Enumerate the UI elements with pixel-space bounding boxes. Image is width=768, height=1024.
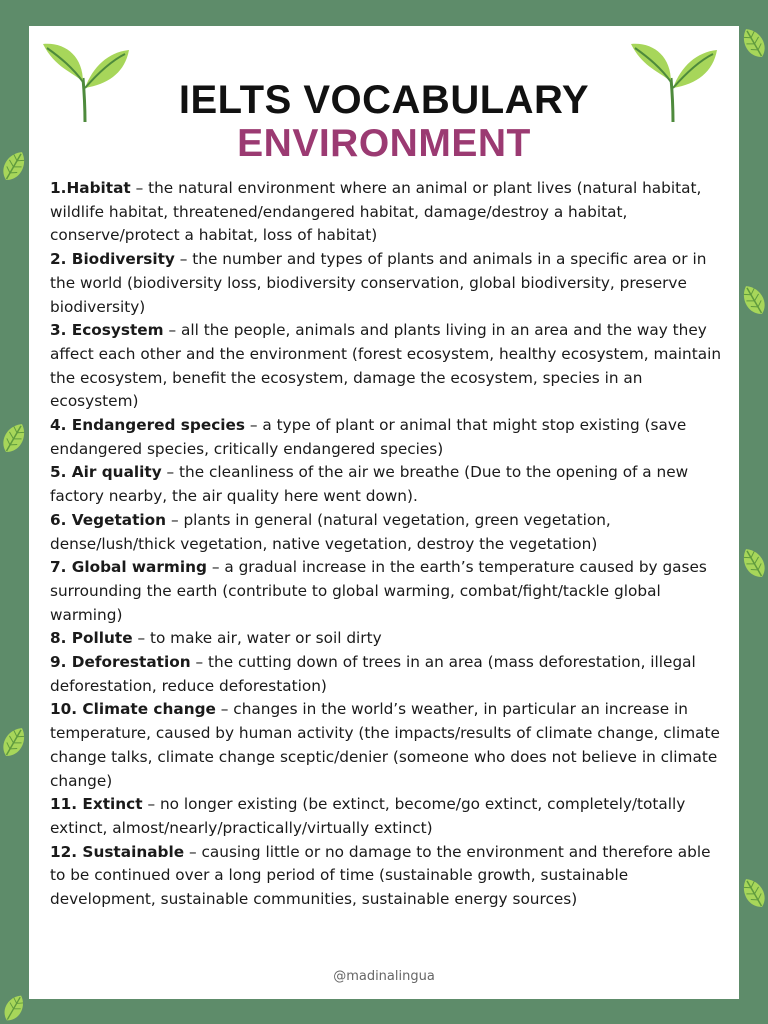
vocab-entry	[50, 414, 722, 461]
vocab-term: 6. Vegetation	[50, 510, 167, 529]
leaf-icon	[0, 148, 28, 184]
vocab-entry	[50, 698, 722, 793]
vocabulary-card	[29, 26, 739, 999]
vocab-definition: – no longer existing (be extinct, become/go extinct, completely/totally extinct, almost/nearly/practically/virtually extinct)	[50, 795, 686, 837]
vocab-term: 5. Air quality	[50, 463, 162, 482]
vocab-term: 9. Deforestation	[50, 653, 191, 672]
vocab-term: 10. Climate change	[50, 700, 216, 719]
vocab-definition: – all the people, animals and plants living in an area and the way they affect each other and the environment (forest ecosystem, healthy ecosystem, maintain the ecosystem, benefit the ecosystem, damage the ecosystem, species in an ecosystem)	[50, 321, 722, 411]
vocab-definition: – causing little or no damage to the environment and therefore able to be continued over a long period of time (sustainable growth, sustainable development, sustainable communities, sustainable energy sources)	[50, 842, 711, 909]
vocab-term: 2. Biodiversity	[50, 250, 175, 269]
vocab-term: 1.Habitat	[50, 179, 131, 197]
author-handle: @madinalingua	[333, 969, 435, 984]
vocab-definition: – a gradual increase in the earth’s temperature caused by gases surrounding the earth (contribute to global warming, combat/fight/tackle global warming)	[50, 558, 707, 624]
page-title: IELTS VOCABULARY	[178, 78, 590, 122]
vocab-term: 12. Sustainable	[50, 842, 185, 861]
vocab-term: 11. Extinct	[50, 795, 143, 814]
vocab-entry	[50, 461, 722, 508]
vocab-definition: – plants in general (natural vegetation, green vegetation, dense/lush/thick vegetation, native vegetation, destroy the vegetation)	[50, 510, 611, 553]
vocab-definition: – to make air, water or soil dirty	[132, 629, 382, 648]
vocab-entry	[50, 627, 722, 651]
vocab-definition: – the cutting down of trees in an area (mass deforestation, illegal deforestation, reduce deforestation)	[50, 653, 696, 695]
leaf-icon	[0, 992, 28, 1024]
vocab-entry	[50, 651, 722, 698]
vocab-term: 8. Pollute	[50, 629, 133, 648]
vocabulary-list	[50, 177, 722, 912]
vocab-definition: – a type of plant or animal that might stop existing (save endangered species, critically endangered species)	[50, 416, 687, 458]
vocab-definition: – the cleanliness of the air we breathe (Due to the opening of a new factory nearby, the air quality here went down).	[50, 463, 689, 506]
vocab-definition: – the number and types of plants and animals in a specific area or in the world (biodiversity loss, biodiversity conservation, global biodiversity, preserve biodiversity)	[50, 250, 707, 316]
vocab-term: 4. Endangered species	[50, 416, 246, 435]
leaf-icon	[740, 282, 768, 318]
leaf-icon	[740, 25, 768, 61]
vocab-entry	[50, 841, 722, 912]
vocab-entry	[50, 793, 722, 840]
vocab-term: 3. Ecosystem	[50, 321, 164, 340]
page-subtitle: ENVIRONMENT	[237, 122, 531, 165]
vocab-entry	[50, 509, 722, 556]
vocab-definition: – changes in the world’s weather, in particular an increase in temperature, caused by human activity (the impacts/results of climate change, climate change talks, climate change sceptic/denier (someone who does not believe in climate change)	[50, 700, 720, 790]
leaf-icon	[0, 724, 28, 760]
vocab-entry	[50, 556, 722, 627]
leaf-icon	[0, 420, 28, 456]
vocab-entry	[50, 248, 722, 319]
vocab-entry	[50, 177, 722, 248]
vocab-term: 7. Global warming	[50, 558, 207, 577]
leaf-icon	[740, 875, 768, 911]
leaf-icon	[740, 545, 768, 581]
vocab-definition: – the natural environment where an animal or plant lives (natural habitat, wildlife habitat, threatened/endangered habitat, damage/destroy a habitat, conserve/protect a habitat, loss of habitat)	[50, 179, 702, 245]
vocab-entry	[50, 319, 722, 414]
